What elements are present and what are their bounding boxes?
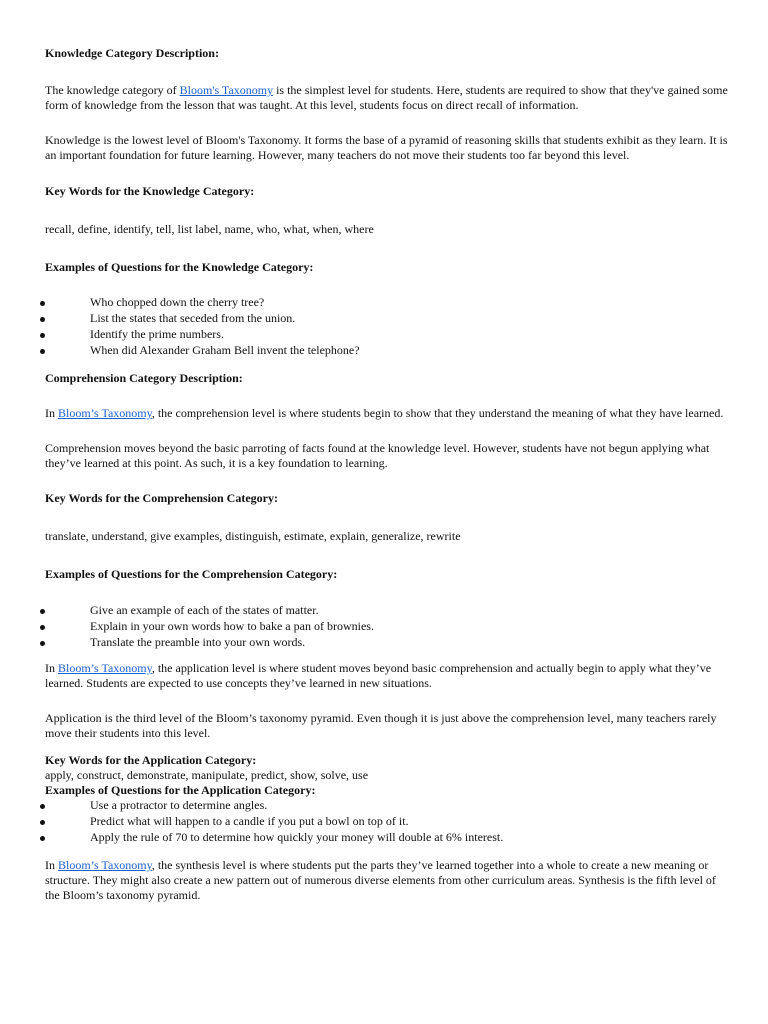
knowledge-examples-heading: Examples of Questions for the Knowledge Category:: [45, 260, 314, 274]
bullet-icon: [40, 804, 45, 809]
list-item: Use a protractor to determine angles.: [45, 798, 729, 814]
comprehension-keywords-heading: Key Words for the Comprehension Category:: [45, 491, 278, 505]
bullet-icon: [40, 349, 45, 354]
comprehension-description: In Bloom’s Taxonomy, the comprehension level is where students begin to show that they understand the meaning of what they have learned.: [45, 406, 724, 420]
synthesis-description: In Bloom’s Taxonomy, the synthesis level is where students put the parts they’ve learned together into a whole to create a new meaning or structure. They might also create a new pattern out of numerous diverse elements from other curriculum areas. Synthesis is the fifth level of the Bloom’s taxonomy pyramid.: [45, 858, 716, 902]
bullet-icon: [40, 609, 45, 614]
application-paragraph: Application is the third level of the Bloom’s taxonomy pyramid. Even though it is just above the comprehension level, many teachers rarely move their students into this level.: [45, 711, 717, 740]
list-item: Who chopped down the cherry tree?: [45, 295, 729, 311]
list-item: When did Alexander Graham Bell invent the telephone?: [45, 343, 729, 359]
comprehension-paragraph: Comprehension moves beyond the basic parroting of facts found at the knowledge level. However, students have not begun applying what they’ve learned at this point. As such, it is a key foundation to learning.: [45, 441, 710, 470]
application-keywords-heading: Key Words for the Application Category:: [45, 753, 257, 767]
bullet-icon: [40, 625, 45, 630]
blooms-taxonomy-link[interactable]: Bloom’s Taxonomy: [58, 661, 152, 675]
knowledge-keywords: recall, define, identify, tell, list label, name, who, what, when, where: [45, 222, 374, 236]
application-keywords: apply, construct, demonstrate, manipulate, predict, show, solve, use: [45, 768, 369, 782]
knowledge-heading: Knowledge Category Description:: [45, 46, 219, 60]
knowledge-paragraph: Knowledge is the lowest level of Bloom's Taxonomy. It forms the base of a pyramid of reasoning skills that students exhibit as they learn. It is an important foundation for future learning. However, many teachers do not move their students too far beyond this level.: [45, 133, 728, 162]
list-item: Give an example of each of the states of matter.: [45, 603, 729, 619]
list-item: Identify the prime numbers.: [45, 327, 729, 343]
comprehension-examples-list: [45, 603, 729, 651]
knowledge-keywords-heading: Key Words for the Knowledge Category:: [45, 184, 255, 198]
list-item: Explain in your own words how to bake a pan of brownies.: [45, 619, 729, 635]
bullet-icon: [40, 333, 45, 338]
list-item: List the states that seceded from the union.: [45, 311, 729, 327]
document-page: [45, 46, 729, 903]
bullet-icon: [40, 641, 45, 646]
bullet-icon: [40, 836, 45, 841]
comprehension-heading: Comprehension Category Description:: [45, 371, 243, 385]
application-examples-list: [45, 798, 729, 846]
bullet-icon: [40, 317, 45, 322]
blooms-taxonomy-link[interactable]: Bloom's Taxonomy: [179, 83, 274, 97]
blooms-taxonomy-link[interactable]: Bloom’s Taxonomy: [58, 406, 152, 420]
application-examples-heading: Examples of Questions for the Application Category:: [45, 783, 316, 797]
comprehension-keywords: translate, understand, give examples, distinguish, estimate, explain, generalize, rewrite: [45, 529, 461, 543]
bullet-icon: [40, 820, 45, 825]
comprehension-examples-heading: Examples of Questions for the Comprehension Category:: [45, 567, 338, 581]
application-description: In Bloom’s Taxonomy, the application level is where student moves beyond basic comprehension and actually begin to apply what they’ve learned. Students are expected to use concepts they’ve learned in new situations.: [45, 661, 712, 690]
knowledge-description: The knowledge category of Bloom's Taxonomy is the simplest level for students. Here, students are required to show that they've gained some form of knowledge from the lesson that was taught. At this level, students focus on direct recall of information.: [45, 83, 728, 112]
list-item: Translate the preamble into your own words.: [45, 635, 729, 651]
list-item: Predict what will happen to a candle if you put a bowl on top of it.: [45, 814, 729, 830]
bullet-icon: [40, 301, 45, 306]
blooms-taxonomy-link[interactable]: Bloom’s Taxonomy: [58, 858, 152, 872]
list-item: Apply the rule of 70 to determine how quickly your money will double at 6% interest.: [45, 830, 729, 846]
knowledge-examples-list: [45, 295, 729, 359]
